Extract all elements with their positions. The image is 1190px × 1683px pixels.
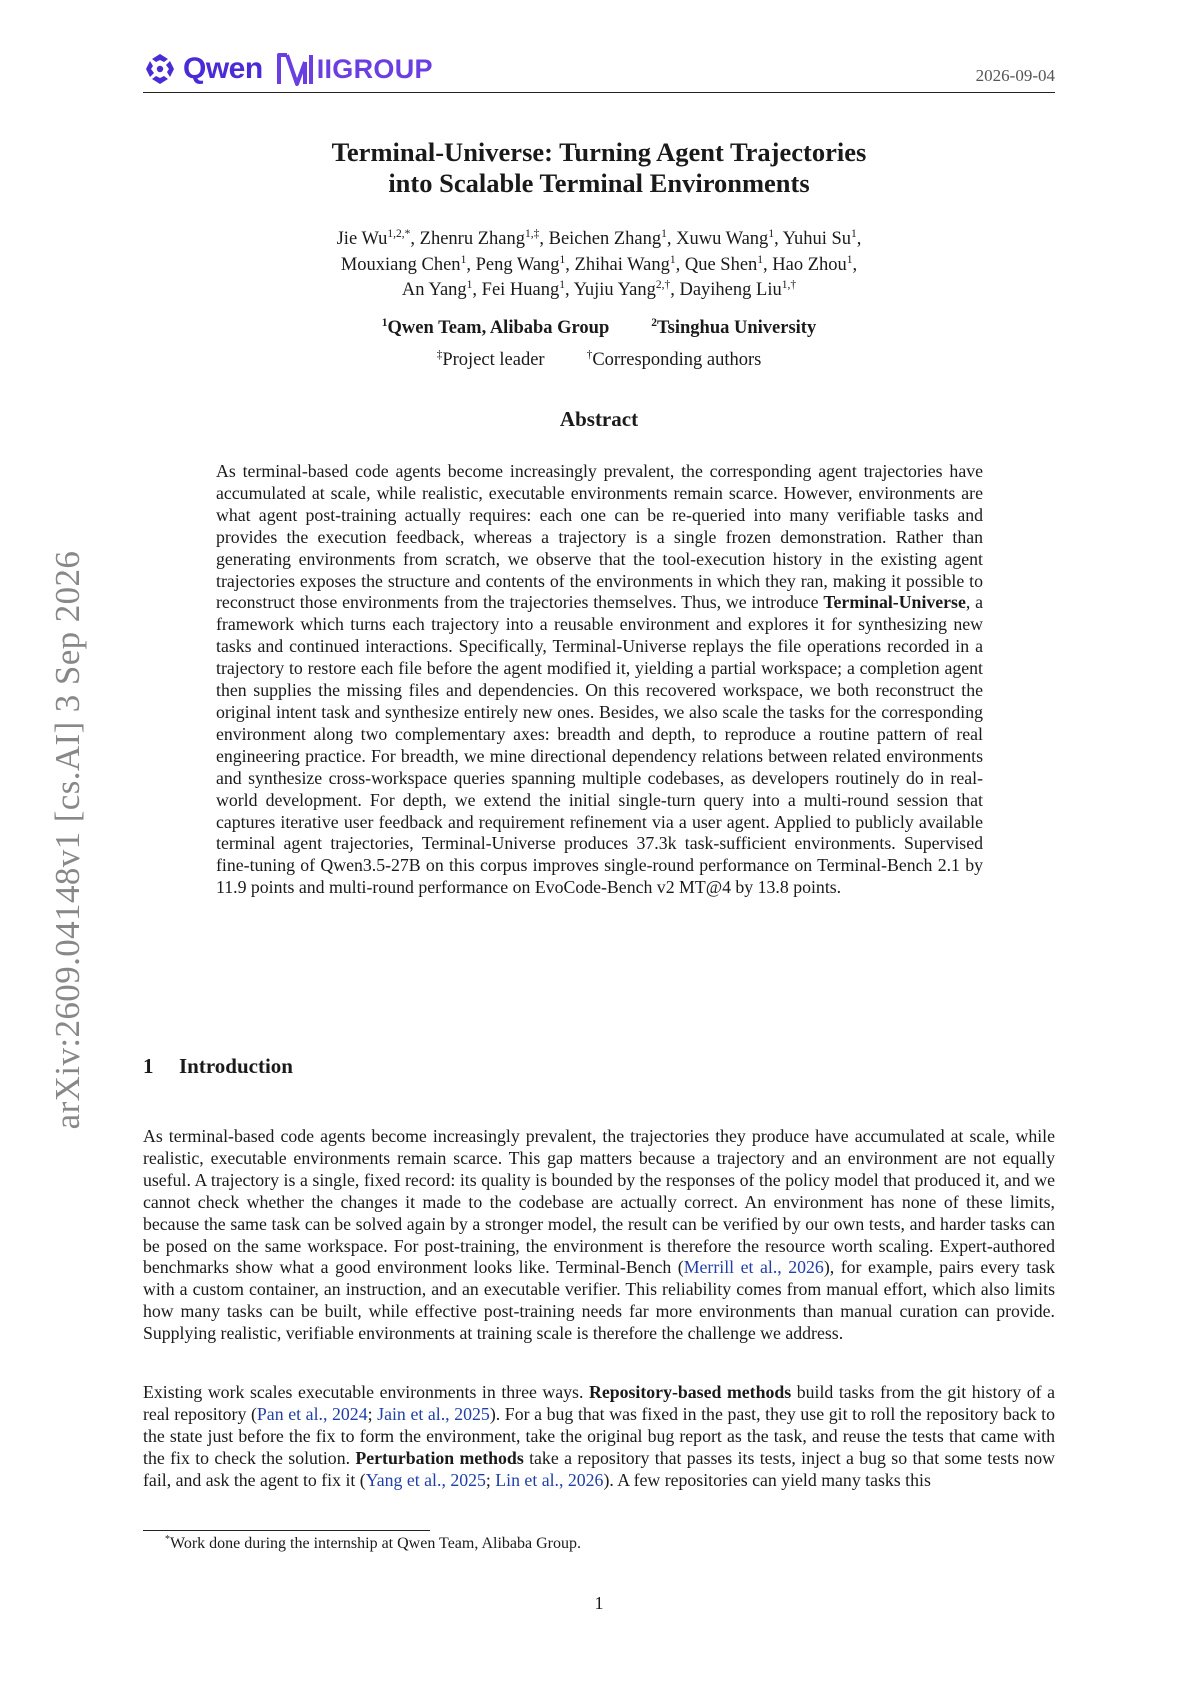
author-name: Mouxiang Chen bbox=[340, 254, 461, 275]
role-sup: † bbox=[586, 349, 593, 361]
iigroup-wordmark: IIGROUP bbox=[316, 53, 433, 84]
section-heading bbox=[143, 1054, 293, 1079]
author-sep: , bbox=[763, 254, 773, 275]
affiliation-sup: 1 bbox=[381, 317, 388, 329]
author-sep: , bbox=[852, 254, 858, 275]
abstract-bold-term: Terminal-Universe bbox=[823, 592, 966, 613]
author-sep: , bbox=[675, 254, 685, 275]
page-number: 1 bbox=[594, 1593, 604, 1613]
author-sep: , bbox=[565, 254, 575, 275]
citation-link[interactable]: Yang et al., 2025 bbox=[365, 1469, 486, 1490]
footnote bbox=[165, 1535, 581, 1553]
author-sep: , bbox=[466, 254, 476, 275]
author-sup: 2,† bbox=[655, 279, 671, 291]
paragraph-text: ). A few repositories can yield many tasks this bbox=[603, 1469, 931, 1490]
author-sep: , bbox=[666, 229, 677, 249]
author-sup: 1 bbox=[661, 228, 667, 240]
page-header bbox=[143, 48, 1055, 94]
paper-title bbox=[143, 137, 1055, 199]
citation-link[interactable]: Pan et al., 2024 bbox=[256, 1403, 368, 1424]
affiliations bbox=[143, 318, 1055, 339]
title-line-2: into Scalable Terminal Environments bbox=[388, 168, 810, 198]
title-line-1: Terminal-Universe: Turning Agent Trajectories bbox=[331, 137, 867, 167]
author-name: Zhenru Zhang bbox=[419, 229, 525, 249]
citation-separator: ; bbox=[485, 1469, 496, 1490]
bold-term: Repository-based methods bbox=[589, 1382, 792, 1402]
author-sup: 1 bbox=[559, 253, 566, 266]
arxiv-stamp bbox=[38, 510, 98, 1170]
role-sup: ‡ bbox=[436, 349, 443, 361]
author-sup: 1 bbox=[466, 279, 473, 291]
role-label: Project leader bbox=[442, 350, 545, 370]
qwen-wordmark: Qwen bbox=[183, 52, 263, 85]
section-number: 1 bbox=[143, 1054, 154, 1078]
author-sup: 1,‡ bbox=[524, 228, 540, 240]
author-name: An Yang bbox=[401, 280, 467, 300]
intro-paragraph-1 bbox=[143, 1126, 1055, 1345]
abstract-text: , a framework which turns each trajectory into a reusable environment and explores it for synthesizing new tasks and continued interactions. Specifically, Terminal-Universe replays the file operations recorded in a trajectory to restore each file before the agent modified it, yielding a partial workspace; a completion agent then supplies the missing files and dependencies. On this recovered workspace, we both reconstruct the original intent task and synthesize entirely new ones. Besides, we also scale the tasks for the corresponding environment along two complementary axes: breadth and depth, to reproduce a routine pattern of real engineering practice. For breadth, we mine directional dependency relations between related environments and synthesize cross-workspace queries spanning multiple codebases, as developers routinely do in real-world development. For depth, we extend the initial single-turn query into a multi-round session that captures iterative user feedback and requirement refinement via a user agent. Applied to publicly available terminal agent trajectories, Terminal-Universe produces 37.3k task-sufficient environments. Supervised fine-tuning of Qwen3.5-27B on this corpus improves single-round performance on Terminal-Bench 2.1 by 11.9 points and multi-round performance on EvoCode-Bench v2 MT@4 by 13.8 points. bbox=[216, 592, 983, 898]
affiliation-name: Tsinghua University bbox=[657, 318, 817, 338]
author-name: Hao Zhou bbox=[772, 254, 847, 275]
paragraph-text: Existing work scales executable environments in three ways. bbox=[143, 1382, 589, 1402]
author-sup: 1 bbox=[757, 253, 764, 266]
abstract-body bbox=[216, 461, 983, 899]
abstract-heading: Abstract bbox=[559, 407, 639, 431]
paragraph-text: ). For a bug that was fixed in the past, they use git to roll the repository back to the state just before the fix to form the environment, take the original bug report as the task, and reuse the tests that came with the fix to check the solution. bbox=[143, 1403, 1055, 1468]
author-name: Jie Wu bbox=[336, 229, 388, 249]
arxiv-id-text: arXiv:2609.04148v1 [cs.AI] 3 Sep 2026 bbox=[48, 550, 87, 1130]
author-sup: 1 bbox=[669, 253, 676, 266]
paragraph-text: take a repository that passes its tests, inject a bug so that some tests now fail, and ask the agent to fix it ( bbox=[143, 1447, 1055, 1490]
affiliation bbox=[382, 318, 609, 338]
role-label: Corresponding authors bbox=[592, 350, 762, 370]
author-list bbox=[143, 227, 1055, 304]
iigroup-logo-icon bbox=[275, 52, 315, 86]
bold-term: Perturbation methods bbox=[355, 1447, 524, 1468]
author-name: Que Shen bbox=[684, 254, 758, 275]
author-sup: 1 bbox=[846, 253, 853, 266]
author-name: Yuhui Su bbox=[782, 229, 852, 249]
author-sep: , bbox=[774, 229, 783, 249]
paragraph-text: ), for example, pairs every task with a custom container, an instruction, and an executable verifier. This reliability comes from manual effort, which also limits how many tasks can be built, while effective post-training needs far more environments than manual curation can provide. Supplying realistic, verifiable environments at training scale is therefore the challenge we address. bbox=[143, 1257, 1055, 1344]
author-sep: , bbox=[565, 280, 574, 300]
author-sup: 1 bbox=[460, 253, 467, 266]
author-sep: , bbox=[539, 229, 549, 249]
author-sup: 1 bbox=[768, 228, 775, 240]
author-sep: , bbox=[856, 229, 862, 249]
author-sep: , bbox=[472, 280, 482, 300]
header-rule bbox=[143, 92, 1055, 93]
author-name: Fei Huang bbox=[481, 280, 560, 300]
author-name: Xuwu Wang bbox=[676, 229, 769, 249]
author-name: Dayiheng Liu bbox=[679, 280, 782, 300]
affiliation-sup: 2 bbox=[651, 317, 658, 329]
author-name: Yujiu Yang bbox=[573, 280, 656, 300]
qwen-logo-icon bbox=[143, 52, 177, 86]
author-sup: 1 bbox=[851, 228, 857, 240]
role bbox=[587, 350, 762, 370]
citation-link[interactable]: Merrill et al., 2026 bbox=[683, 1257, 824, 1278]
paragraph-text: build tasks from the git history of a real repository ( bbox=[143, 1382, 1055, 1424]
role bbox=[437, 350, 545, 370]
citation-separator: ; bbox=[367, 1403, 378, 1424]
citation-link[interactable]: Jain et al., 2025 bbox=[377, 1403, 490, 1424]
author-roles bbox=[143, 350, 1055, 371]
author-name: Zhihai Wang bbox=[574, 254, 670, 275]
intro-paragraph-2 bbox=[143, 1382, 1055, 1492]
abstract-text: As terminal-based code agents become increasingly prevalent, the corresponding agent trajectories have accumulated at scale, while realistic, executable environments remain scarce. However, environments are what agent post-training actually requires: each one can be re-queried into many verifiable tasks and provides the execution feedback, whereas a trajectory is a single frozen demonstration. Rather than generating environments from scratch, we observe that the tool-execution history in the existing agent trajectories exposes the structure and contents of the environments in which they ran, making it possible to reconstruct those environments from the trajectories themselves. Thus, we introduce bbox=[216, 461, 983, 613]
footnote-rule bbox=[143, 1530, 430, 1531]
citation-link[interactable]: Lin et al., 2026 bbox=[495, 1469, 604, 1490]
author-sep: , bbox=[410, 229, 420, 249]
author-name: Beichen Zhang bbox=[548, 229, 662, 249]
section-title: Introduction bbox=[179, 1054, 293, 1078]
footnote-mark: * bbox=[165, 1534, 170, 1545]
affiliation bbox=[651, 318, 816, 338]
logo-group bbox=[143, 50, 433, 88]
author-name: Peng Wang bbox=[475, 254, 560, 275]
author-sup: 1,† bbox=[781, 279, 797, 291]
header-date: 2026-09-04 bbox=[975, 66, 1055, 85]
affiliation-name: Qwen Team, Alibaba Group bbox=[387, 318, 610, 338]
author-sep: , bbox=[670, 280, 680, 300]
author-sup: 1 bbox=[559, 279, 566, 291]
paragraph-text: As terminal-based code agents become increasingly prevalent, the trajectories they produce have accumulated at scale, while realistic, executable environments remain scarce. This gap matters because a trajectory and an environment are not equally useful. A trajectory is a single, fixed record: its quality is bounded by the responses of the policy model that produced it, and we cannot check whether the changes it made to the codebase are actually correct. An environment has none of these limits, because the same task can be solved again by a stronger model, the result can be verified by our own tests, and harder tasks can be posed on the same workspace. For post-training, the environment is therefore the resource worth scaling. Expert-authored benchmarks show what a good environment looks like. Terminal-Bench ( bbox=[143, 1126, 1055, 1278]
author-sup: 1,2,* bbox=[387, 228, 411, 240]
footnote-text: Work done during the internship at Qwen Team, Alibaba Group. bbox=[170, 1535, 581, 1552]
